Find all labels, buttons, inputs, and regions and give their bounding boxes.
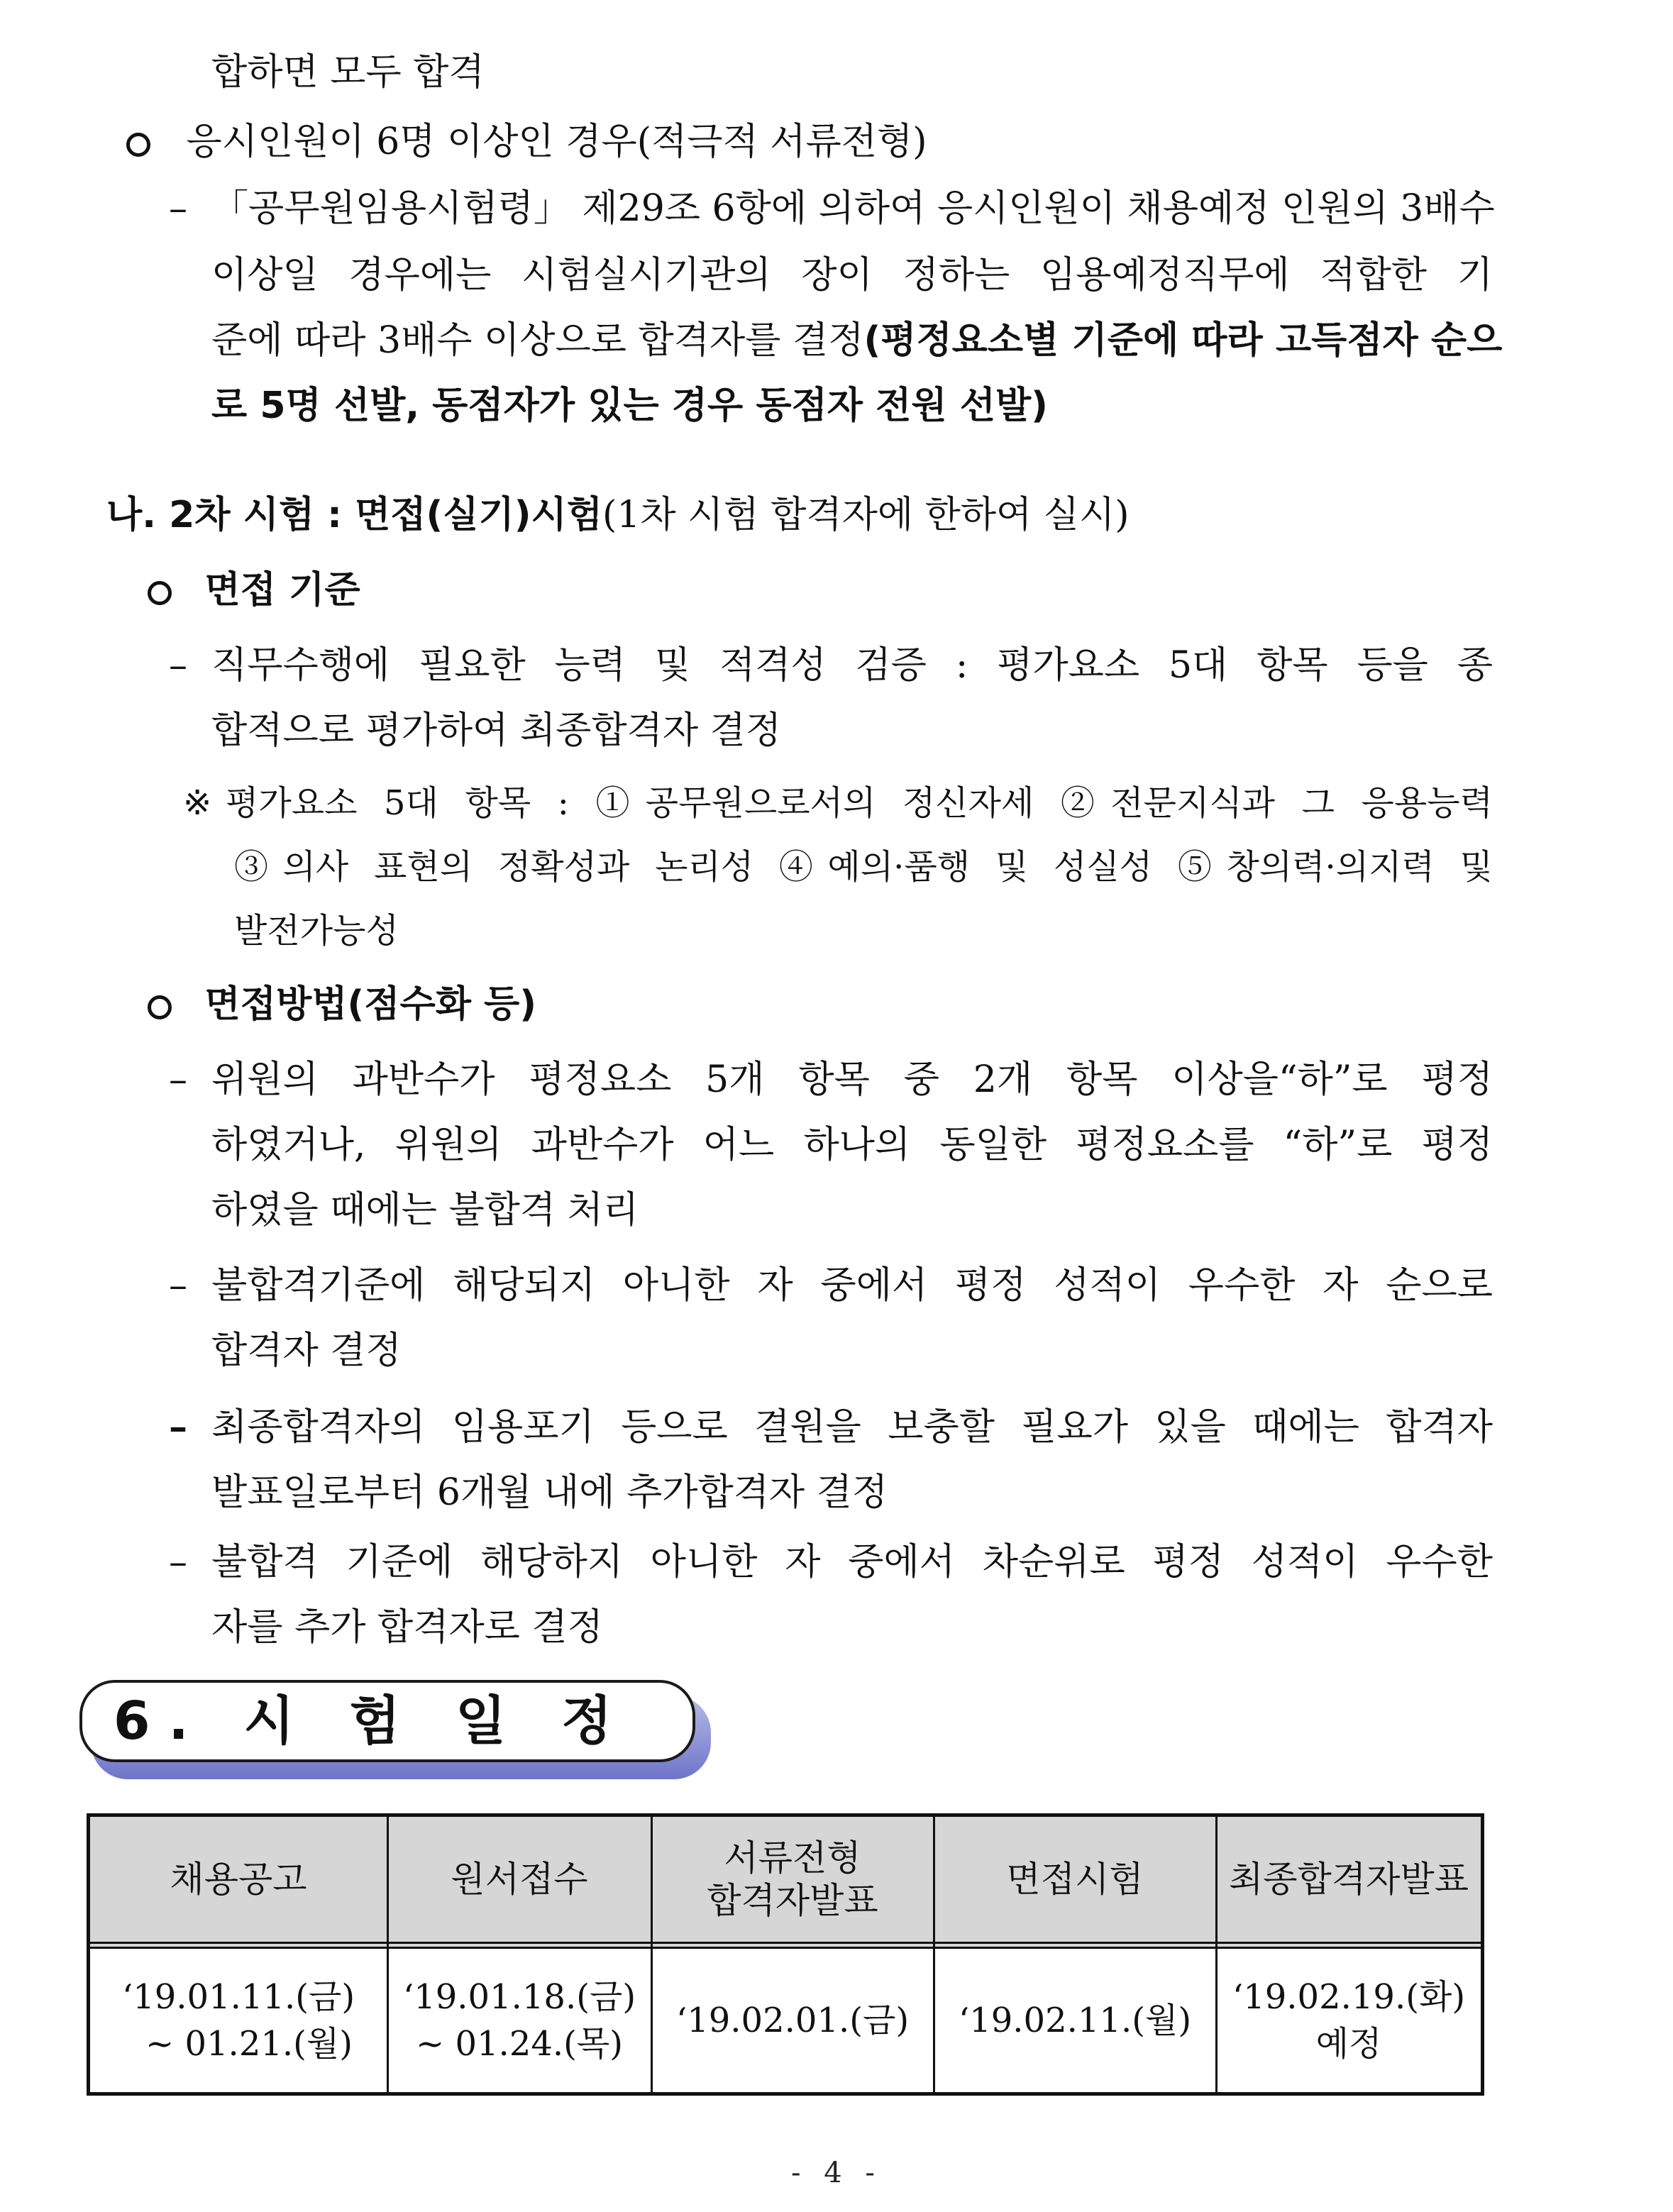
- header-document-result-line-2: 합격자발표: [707, 1880, 878, 1921]
- evaluation-note-line-2: ③의사 표현의 정확성과 논리성 ④예의·품행 및 성실성 ⑤창의력·의지력 및: [234, 847, 1493, 887]
- header-cell-final-result: [1217, 1817, 1481, 1942]
- method-item-2-line-2: 합격자 결정: [211, 1329, 402, 1372]
- dash-bullet: –: [169, 1058, 187, 1101]
- method-item-4-line-1: 불합격 기준에 해당하지 아니한 자 중에서 차순위로 평정 성적이 우수한: [211, 1541, 1493, 1583]
- dash-bullet: –: [169, 644, 187, 687]
- evaluation-note-line-3: 발전가능성: [234, 911, 399, 951]
- evaluation-note-line-1: 평가요소 5대 항목 : ①공무원으로서의 정신자세 ②전문지식과 그 응용능력: [226, 783, 1493, 823]
- hollow-circle-bullet-icon: [148, 995, 172, 1019]
- body-cell-interview: [934, 1949, 1215, 2092]
- method-item-2-line-1: 불합격기준에 해당되지 아니한 자 중에서 평정 성적이 우수한 자 순으로: [211, 1264, 1493, 1307]
- decree-line-3-normal: 준에 따라 3배수 이상으로 합격자를 결정: [211, 319, 864, 362]
- final-result-date: ‘19.02.19.(화): [1232, 1977, 1466, 2017]
- header-cell-posting: [90, 1817, 387, 1942]
- dash-bullet: –: [169, 1541, 187, 1583]
- note-mark: ※: [183, 783, 212, 823]
- method-item-1-line-2: 하였거나, 위원의 과반수가 어느 하나의 동일한 평정요소를 “하”로 평정: [211, 1124, 1493, 1166]
- method-item-1-line-1: 위원의 과반수가 평정요소 5개 항목 중 2개 항목 이상을“하”로 평정: [211, 1058, 1493, 1101]
- method-item-3-line-2: 발표일로부터 6개월 내에 추가합격자 결정: [211, 1471, 888, 1514]
- body-cell-posting: [90, 1949, 387, 2092]
- decree-line-2: 이상일 경우에는 시험실시기관의 장이 정하는 임용예정직무에 적합한 기: [211, 254, 1493, 297]
- method-item-4-line-2: 자를 추가 합격자로 결정: [211, 1606, 603, 1649]
- decree-line-3: [211, 318, 1503, 363]
- criteria-item-1-line-2: 합적으로 평가하여 최종합격자 결정: [211, 709, 782, 752]
- decree-line-4-bold: 로 5명 선발, 동점자가 있는 경우 동점자 전원 선발): [211, 385, 1048, 427]
- section-b-heading: [106, 492, 1130, 538]
- section-b-heading-normal: (1차 시험 합격자에 한하여 실시): [602, 494, 1130, 536]
- criteria-title: 면접 기준: [204, 569, 360, 612]
- decree-line-3-bold: (평정요소별 기준에 따라 고득점자 순으: [863, 319, 1503, 362]
- header-posting-label: 채용공고: [170, 1859, 307, 1900]
- posting-date-start: ‘19.01.11.(금): [121, 1977, 355, 2017]
- hollow-circle-bullet-icon: [148, 581, 172, 605]
- header-cell-interview: [934, 1817, 1215, 1942]
- continuation-text: 합하면 모두 합격: [211, 51, 485, 94]
- interview-date: ‘19.02.11.(월): [958, 2001, 1192, 2040]
- header-application-label: 원서접수: [451, 1859, 588, 1900]
- body-cell-document-result: [652, 1949, 933, 2092]
- section-b-heading-bold: 나. 2차 시험 : 면접(실기)시험: [106, 494, 602, 536]
- dash-bullet: –: [169, 187, 187, 230]
- header-cell-application: [388, 1817, 651, 1942]
- header-interview-label: 면접시험: [1006, 1859, 1144, 1900]
- method-item-3-line-1: 최종합격자의 임용포기 등으로 결원을 보충할 필요가 있을 때에는 합격자: [211, 1406, 1493, 1449]
- decree-line-1: 「공무원임용시험령」 제29조 6항에 의하여 응시인원이 채용예정 인원의 3배수: [211, 187, 1495, 230]
- criteria-item-1-line-1: 직무수행에 필요한 능력 및 적격성 검증 : 평가요소 5대 항목 등을 종: [211, 644, 1493, 687]
- posting-date-end: ~ 01.21.(월): [145, 2024, 353, 2064]
- application-date-start: ‘19.01.18.(금): [402, 1977, 636, 2017]
- method-title: 면접방법(점수화 등): [204, 983, 537, 1026]
- header-cell-document-result: [652, 1817, 933, 1942]
- dash-bullet: –: [169, 1264, 187, 1307]
- body-cell-final-result: [1217, 1949, 1481, 2092]
- header-final-result-label: 최종합격자발표: [1228, 1859, 1469, 1900]
- method-heading: [148, 982, 536, 1027]
- application-date-end: ~ 01.24.(목): [416, 2024, 623, 2064]
- case-six-plus-text: 응시인원이 6명 이상인 경우(적극적 서류전형): [186, 121, 927, 163]
- final-result-note: 예정: [1315, 2024, 1382, 2064]
- criteria-heading: [148, 568, 360, 613]
- method-item-1-line-3: 하였을 때에는 불합격 처리: [211, 1189, 639, 1232]
- section-6-title: 6. 시 험 일 정: [114, 1691, 631, 1752]
- dash-bullet: –: [169, 1405, 187, 1449]
- hollow-circle-bullet-icon: [126, 133, 150, 157]
- header-document-result-line-1: 서류전형: [724, 1837, 861, 1879]
- schedule-table: [87, 1813, 1484, 2096]
- document-result-date: ‘19.02.01.(금): [675, 2001, 910, 2040]
- case-six-plus-item: [126, 119, 927, 165]
- page-number: - 4 -: [791, 2157, 882, 2189]
- body-cell-application: [388, 1949, 651, 2092]
